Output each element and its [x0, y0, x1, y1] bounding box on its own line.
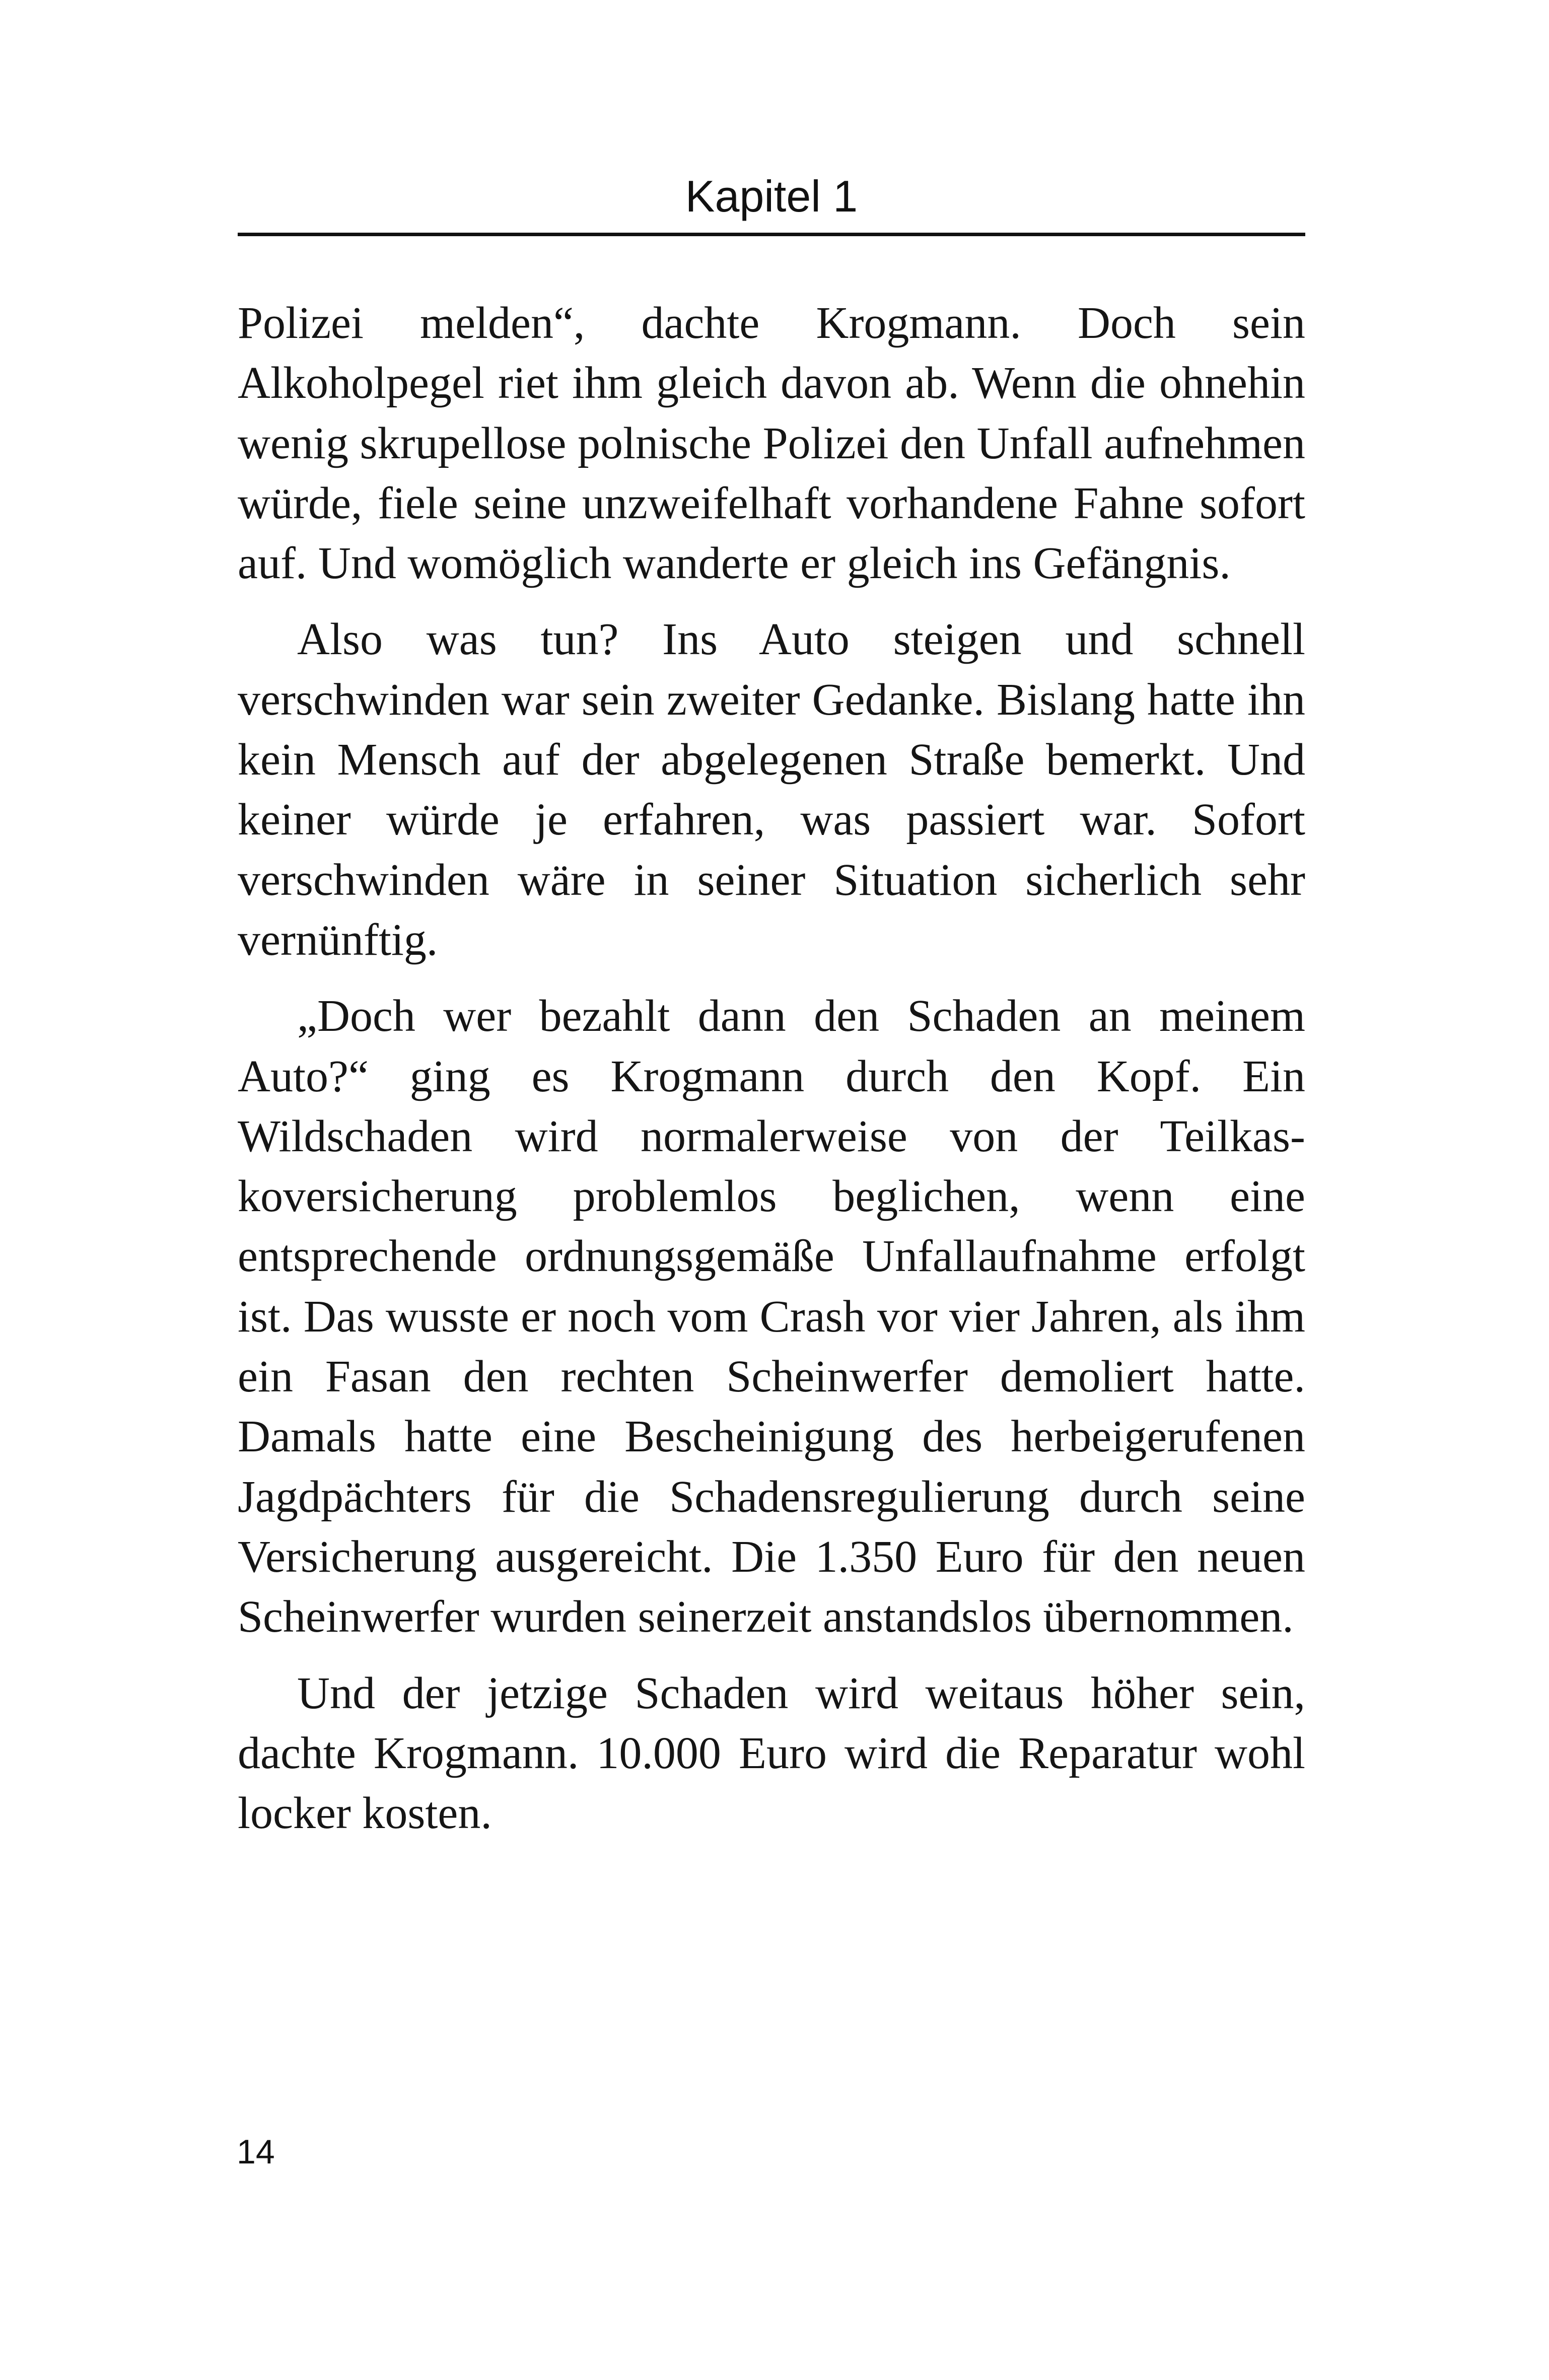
body-text	[238, 293, 1305, 1843]
header-rule	[238, 233, 1305, 236]
running-head: Kapitel 1	[685, 171, 858, 221]
paragraph: Polizei melden“, dachte Krogmann. Doch sein Alkoholpegel riet ihm gleich davon ab. Wenn die ohnehin wenig skrupellose polnische Polizei den Unfall aufnehmen würde, fiele seine unzweifelhaft vorhandene Fahne sofort auf. Und womöglich wanderte er gleich ins Gefängnis.	[238, 298, 1305, 589]
paragraph: Also was tun? Ins Auto steigen und schnell verschwinden war sein zweiter Gedanke. Bislang hatte ihn kein Mensch auf der abgelegenen Straße bemerkt. Und keiner würde je erfahren, was passiert war. Sofort verschwinden wäre in seiner Situation sicherlich sehr vernünftig.	[238, 614, 1305, 965]
paragraph: Und der jetzige Schaden wird weitaus höher sein, dachte Krogmann. 10.000 Euro wird die Reparatur wohl locker kosten.	[238, 1668, 1305, 1839]
paragraph: „Doch wer bezahlt dann den Schaden an meinem Auto?“ ging es Krogmann durch den Kopf. Ein Wildschaden wird normalerweise von der Teilkaskoversicherung problemlos beglichen, wenn eine entsprechende ordnungsgemäße Unfallaufnahme erfolgt ist. Das wusste er noch vom Crash vor vier Jahren, als ihm ein Fasan den rechten Scheinwerfer demoliert hatte. Damals hatte eine Bescheinigung des herbeigerufenen Jagdpächters für die Schadensregulierung durch seine Versicherung ausgereicht. Die 1.350 Euro für den neuen Scheinwerfer wurden seinerzeit anstandslos übernommen.	[238, 991, 1305, 1642]
page-number: 14	[237, 2133, 275, 2171]
